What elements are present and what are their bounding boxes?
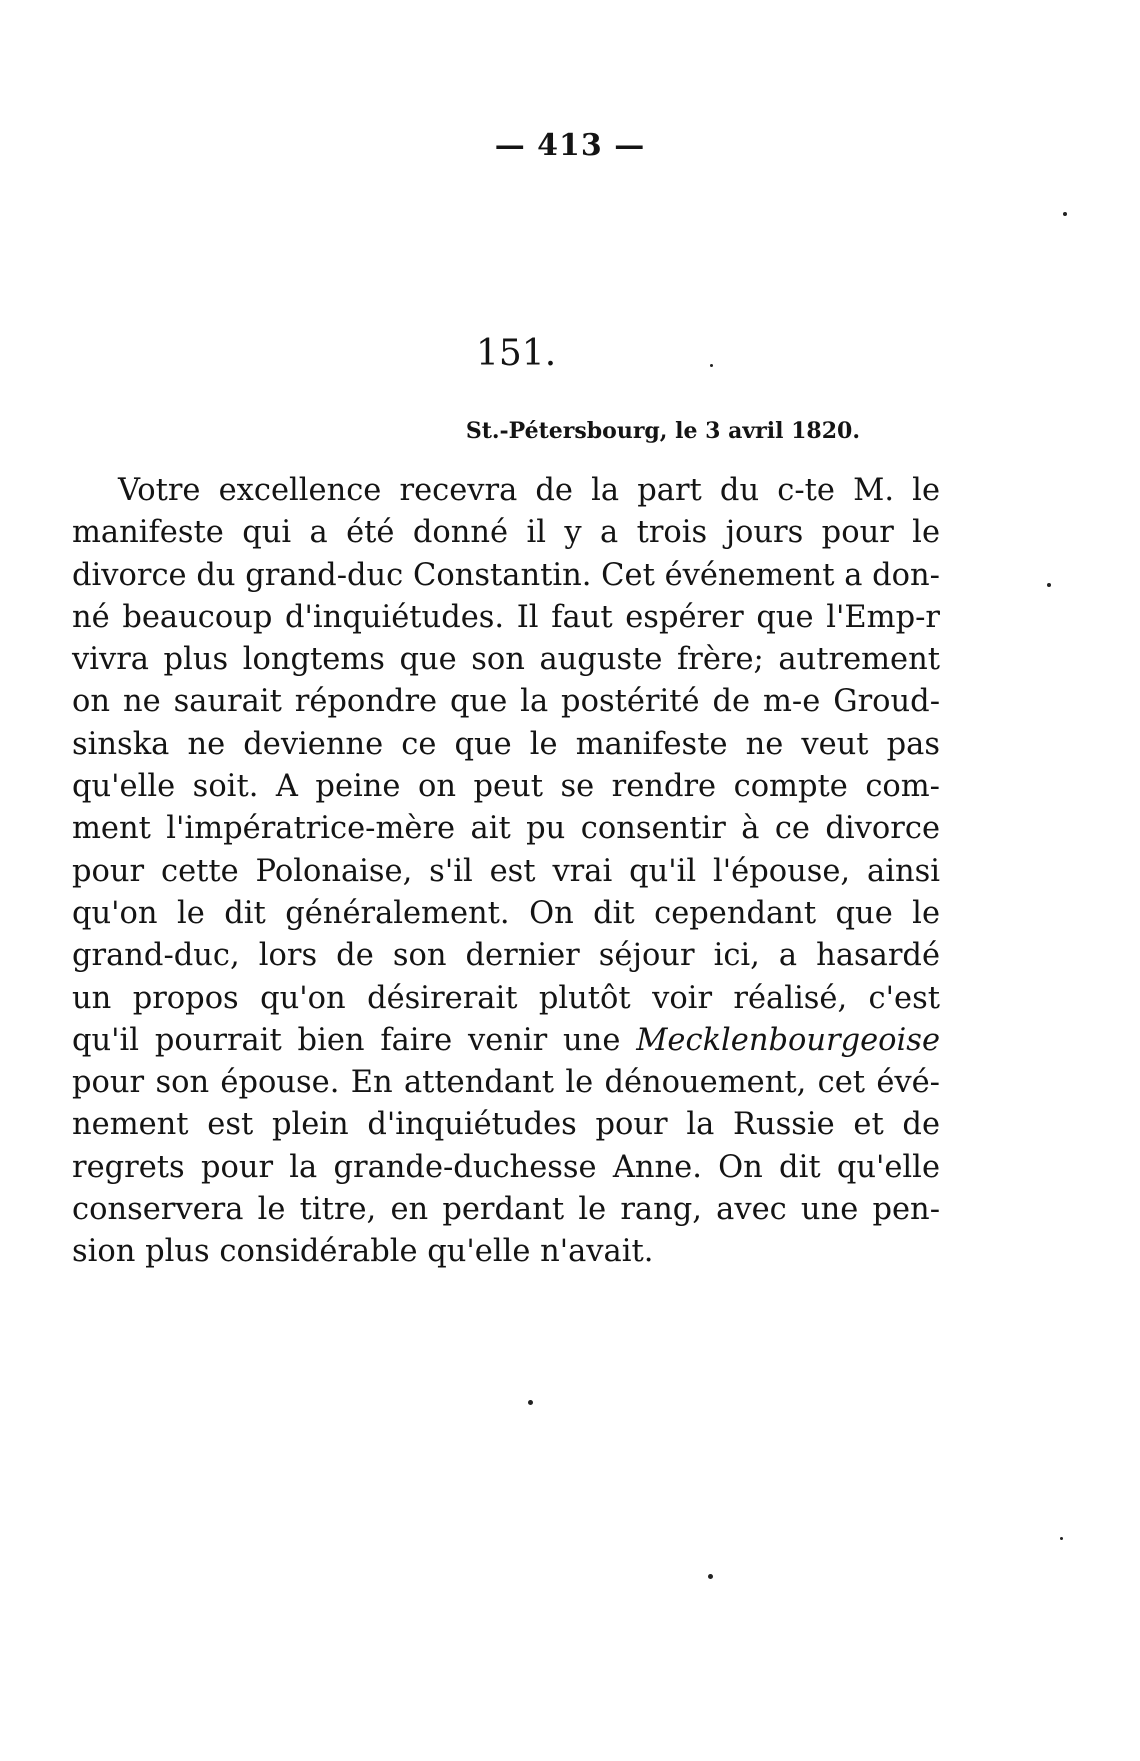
scan-speck — [708, 1574, 713, 1579]
letter-number: 151. — [476, 333, 557, 374]
scan-speck — [710, 364, 713, 367]
text-line: nement est plein d'inquiétudes pour la Russie et de — [72, 1107, 940, 1143]
text-line: sinska ne devienne ce que le manifeste ne veut pas — [72, 726, 940, 762]
text-line: pour son épouse. En attendant le dénouement, cet évé- — [72, 1065, 940, 1101]
dateline: St.-Pétersbourg, le 3 avril 1820. — [465, 418, 860, 444]
text-line: qu'elle soit. A peine on peut se rendre compte com- — [72, 769, 940, 805]
text-line: Votre excellence recevra de la part du c-te M. le — [118, 473, 940, 508]
text-line: regrets pour la grande-duchesse Anne. On dit qu'elle — [72, 1149, 940, 1185]
text-line: grand-duc, lors de son dernier séjour ici, a hasardé — [72, 938, 940, 974]
text-line: né beaucoup d'inquiétudes. Il faut espérer que l'Emp-r — [72, 599, 940, 635]
scan-speck — [1047, 583, 1051, 587]
letter-body — [72, 470, 940, 1274]
scan-speck — [1063, 212, 1067, 216]
text-line: pour cette Polonaise, s'il est vrai qu'il l'épouse, ainsi — [72, 853, 940, 889]
text-line: on ne saurait répondre que la postérité de m-e Groud- — [72, 684, 940, 720]
page-number: — 413 — — [494, 128, 646, 163]
text-line: ment l'impératrice-mère ait pu consentir à ce divorce — [72, 811, 940, 847]
text-line: vivra plus longtems que son auguste frère; autrement — [72, 642, 940, 678]
text-line: conservera le titre, en perdant le rang, avec une pen- — [72, 1192, 940, 1228]
text-line: sion plus considérable qu'elle n'avait. — [72, 1234, 654, 1270]
text-line-with-italic — [72, 1020, 940, 1062]
text-line: un propos qu'on désirerait plutôt voir réalisé, c'est — [72, 980, 940, 1016]
text-line: manifeste qui a été donné il y a trois jours pour le — [72, 515, 940, 551]
italic-word: Mecklenbourgeoise — [636, 1022, 940, 1058]
scan-speck — [1060, 1537, 1063, 1540]
text-line: qu'on le dit généralement. On dit cependant que le — [72, 895, 940, 931]
scan-speck — [528, 1400, 533, 1405]
text-line: divorce du grand-duc Constantin. Cet événement a don- — [72, 557, 940, 593]
text-line-start: qu'il pourrait bien faire venir une — [72, 1022, 621, 1058]
